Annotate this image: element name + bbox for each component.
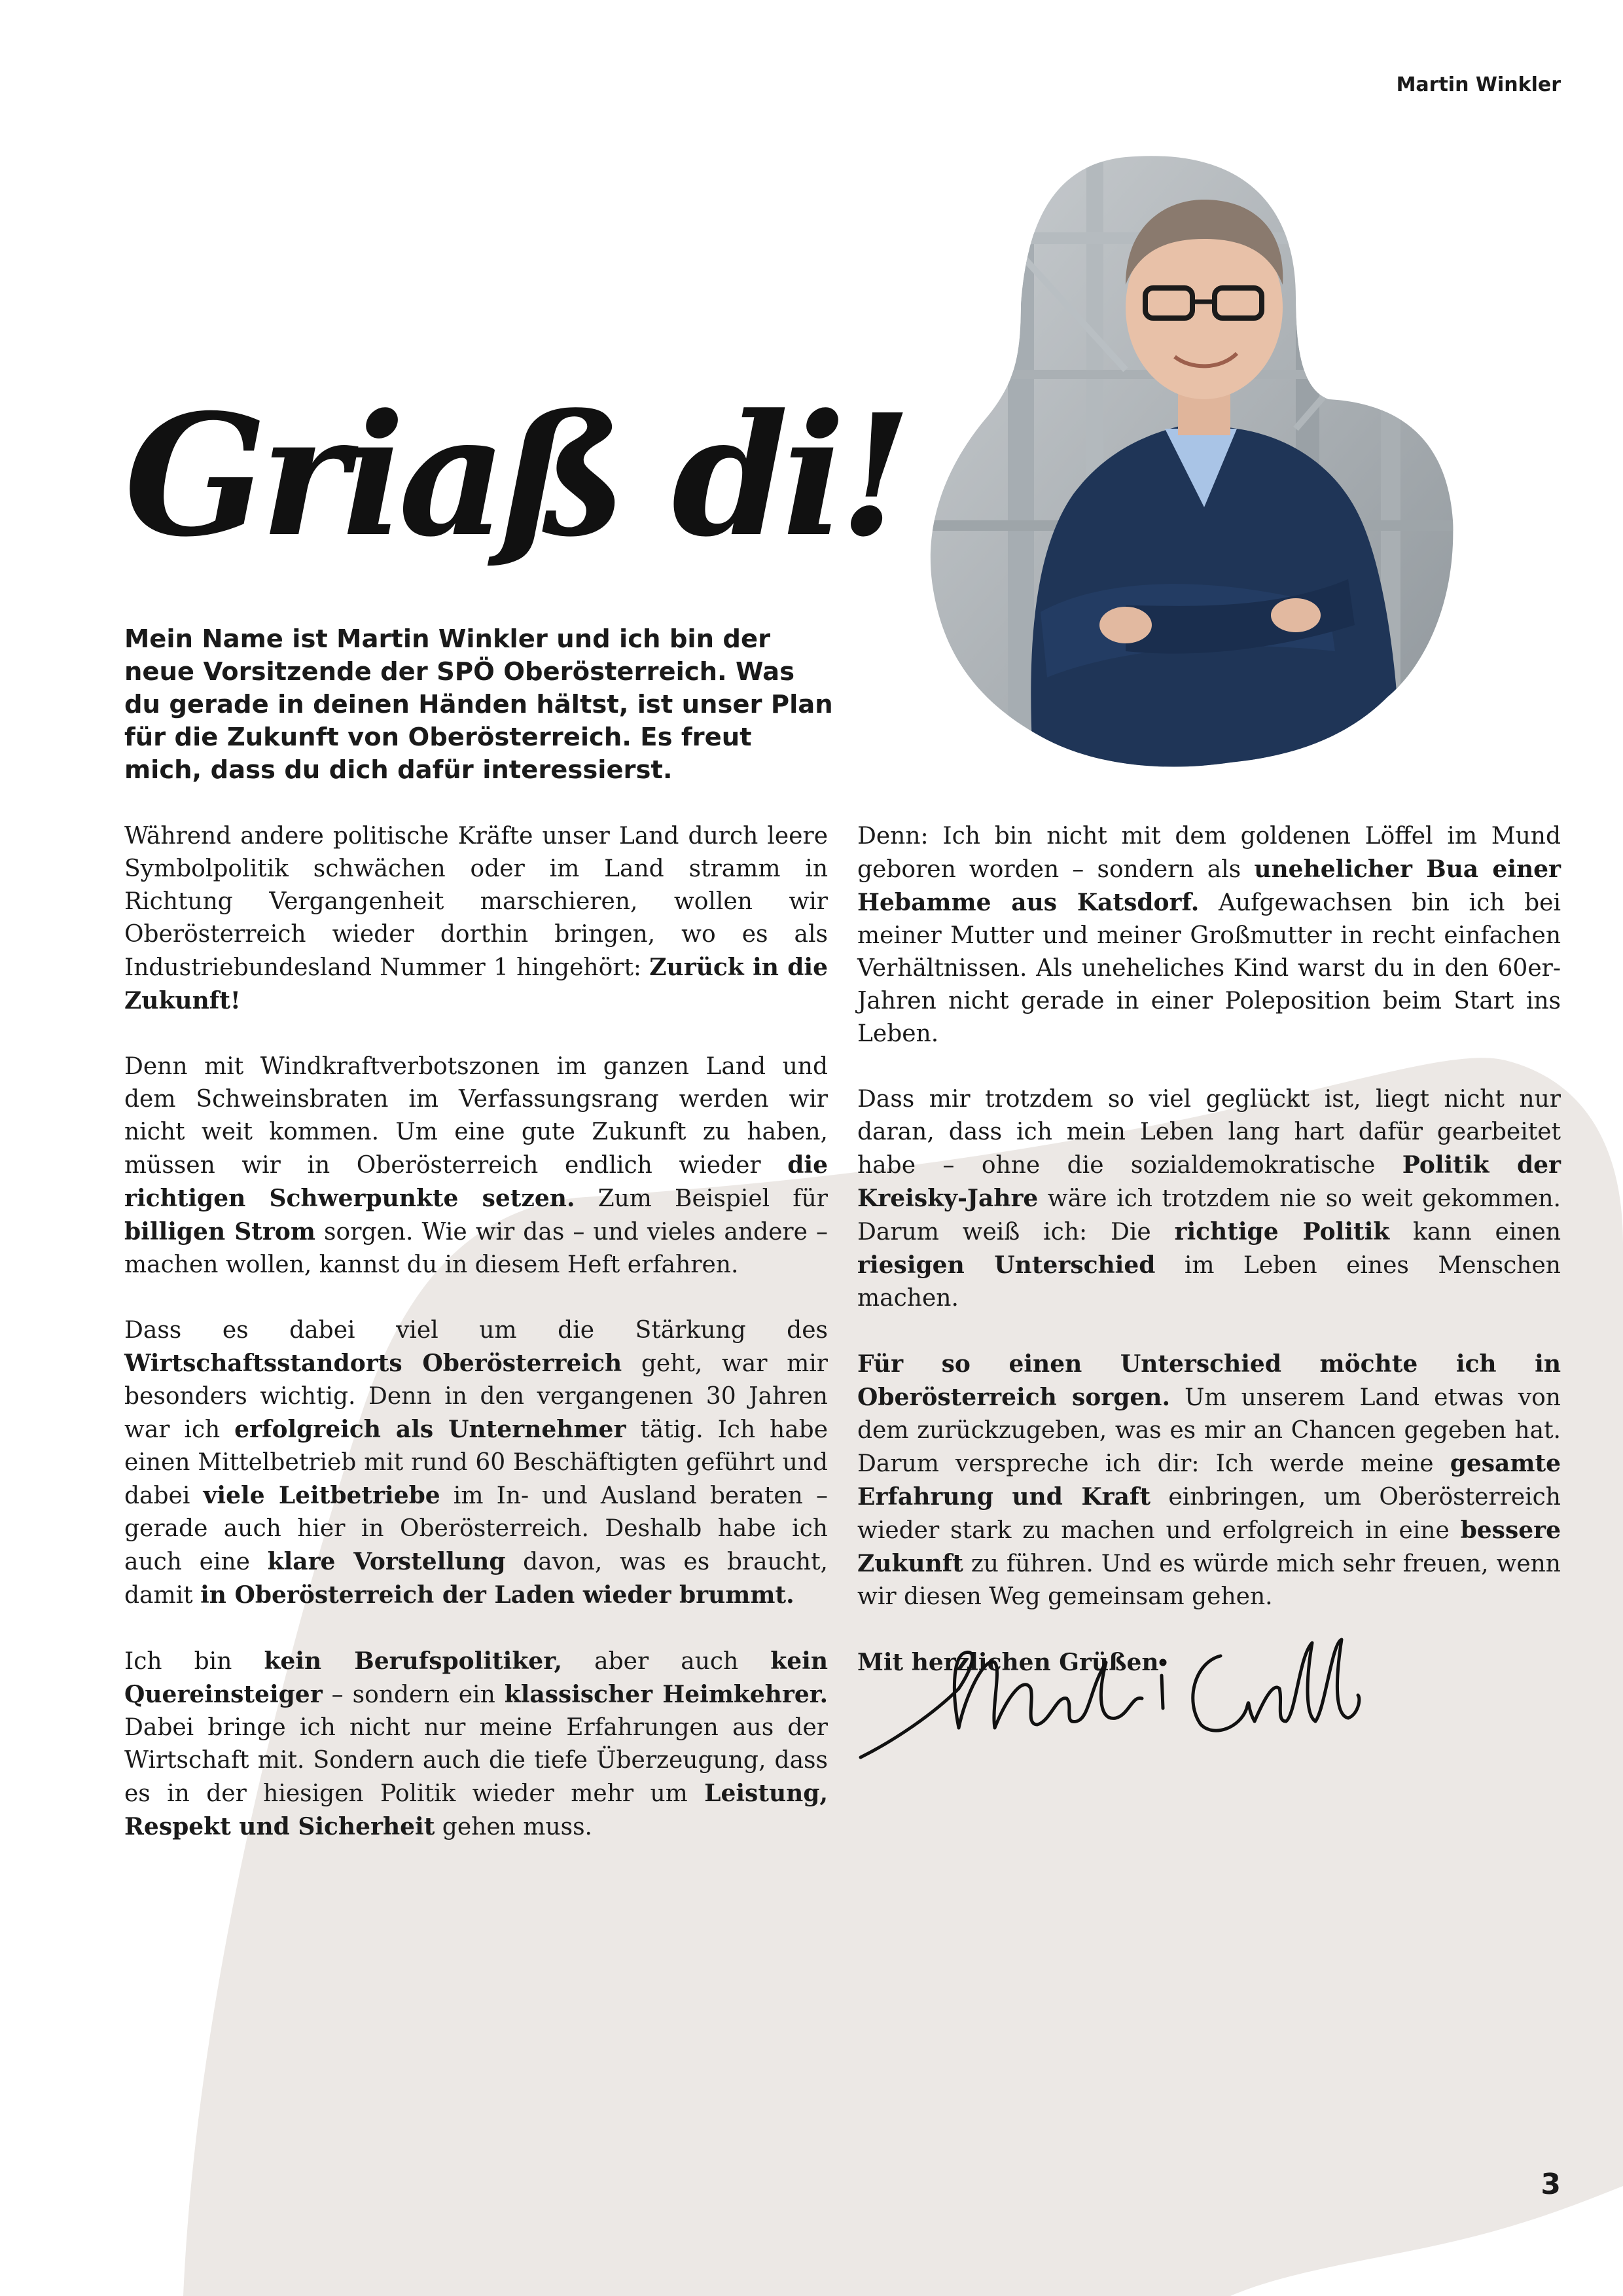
left-p3-run-5: tätig. Ich habe einen Mittelbetrieb mit rund 60 Beschäftigten geführt und dabei (124, 1416, 829, 1509)
left-p4-run-3: aber auch (562, 1648, 771, 1675)
right-p3-run-2: Um unserem Land etwas von dem zurückzugeben, was es mir an Chancen gegeben hat. Darum verspreche ich dir: Ich werde meine (857, 1384, 1561, 1477)
right-p3-run-6: zu führen. Und es würde mich sehr freuen, wenn wir diesen Weg gemeinsam gehen. (857, 1551, 1561, 1610)
right-paragraph-1 (857, 820, 1561, 1050)
page-title: Griaß di! (124, 378, 906, 574)
left-p4-run-2: kein Berufspolitiker, (264, 1647, 563, 1675)
right-p2-run-1: Dass mir trotzdem so viel geglückt ist, liegt nicht nur daran, dass ich mein Leben lang hart dafür gearbeitet habe – ohne die sozialdemokratische (857, 1086, 1561, 1179)
left-p4-run-1: Ich bin (124, 1648, 264, 1675)
intro-paragraph: Mein Name ist Martin Winkler und ich bin der neue Vorsitzende der SPÖ Oberösterreich. Was du gerade in deinen Händen hältst, ist unser Plan für die Zukunft von Oberösterreich. Es freut mich, dass du dich dafür interessierst. (124, 624, 833, 785)
signature-image (854, 1617, 1364, 1767)
left-p4-run-9: gehen muss. (435, 1814, 592, 1840)
left-p3-run-2: Wirtschaftsstandorts Oberösterreich (124, 1350, 622, 1377)
body-column-right (857, 820, 1561, 1712)
right-p2-run-2: Politik der Kreisky-Jahre (857, 1151, 1561, 1212)
left-p3-run-8: klare Vorstellung (267, 1548, 506, 1575)
right-p3-run-5: bessere Zukunft (857, 1516, 1561, 1577)
left-p3-run-7: im In- und Ausland beraten – gerade auch hier in Oberösterreich. Deshalb habe ich auch eine (124, 1482, 828, 1575)
left-paragraph-2 (124, 1050, 828, 1282)
right-p2-run-7: im Leben eines Menschen machen. (857, 1252, 1561, 1312)
left-p3-run-3: geht, war mir besonders wichtig. Denn in den vergangenen 30 Jahren war ich (124, 1350, 828, 1443)
left-p3-run-4: erfolgreich als Unternehmer (234, 1416, 626, 1443)
left-paragraph-3 (124, 1314, 828, 1612)
left-p1-run-2: Zurück in die Zukunft! (124, 954, 828, 1014)
left-p4-run-6: klassischer Heimkehrer. (504, 1681, 828, 1708)
right-p3-run-3: gesamte Erfahrung und Kraft (857, 1450, 1561, 1511)
left-p2-run-4: billigen Strom (124, 1218, 315, 1246)
left-p4-run-8: Leistung, Respekt und Sicherheit (124, 1780, 828, 1840)
left-p2-run-1: Denn mit Windkraftverbotszonen im ganzen Land und dem Schweinsbraten im Verfassungsrang werden wir nicht weit kommen. Um eine gute Zukunft zu haben, müssen wir in Oberösterreich endlich wieder (124, 1053, 828, 1179)
right-p1-run-3: Aufgewachsen bin ich bei meiner Mutter und meiner Großmutter in recht einfachen Verhältnissen. Als uneheliches Kind warst du in den 60er-Jahren nicht gerade in einer Poleposition beim Start ins Leben. (857, 889, 1561, 1047)
right-p2-run-3: wäre ich trotzdem nie so weit gekommen. Darum weiß ich: Die (857, 1185, 1561, 1246)
right-p2-run-4: richtige Politik (1174, 1218, 1390, 1246)
portrait-photo (929, 154, 1466, 782)
left-p1-run-1: Während andere politische Kräfte unser Land durch leere Symbolpolitik schwächen oder im Land stramm in Richtung Vergangenheit marschieren, wollen wir Oberösterreich wieder dorthin bringen, wo es als Industriebundesland Nummer 1 hingehört: (124, 823, 828, 981)
left-p4-run-4: kein Quereinsteiger (124, 1647, 828, 1708)
right-p1-run-1: Denn: Ich bin nicht mit dem goldenen Löffel im Mund geboren worden – sondern als (857, 823, 1561, 883)
left-p4-run-5: – sondern ein (322, 1681, 505, 1708)
right-p2-run-5: kann einen (1389, 1219, 1561, 1246)
right-p2-run-6: riesigen Unterschied (857, 1251, 1156, 1279)
left-paragraph-4 (124, 1645, 828, 1844)
body-column-left (124, 820, 828, 1876)
right-paragraph-3 (857, 1348, 1561, 1613)
left-p4-run-7: Dabei bringe ich nicht nur meine Erfahrungen aus der Wirtschaft mit. Sondern auch die tiefe Überzeugung, dass es in der hiesigen Politik wieder mehr um (124, 1714, 828, 1807)
closing-greeting: Mit herzlichen Grüßen (857, 1649, 1159, 1676)
left-p2-run-2: die richtigen Schwerpunkte setzen. (124, 1151, 828, 1212)
left-p2-run-5: sorgen. Wie wir das – und vieles andere – machen wollen, kannst du in diesem Heft erfahren. (124, 1219, 828, 1278)
left-p3-run-1: Dass es dabei viel um die Stärkung des (124, 1317, 828, 1344)
left-p3-run-6: viele Leitbetriebe (203, 1482, 440, 1509)
header-author-name: Martin Winkler (1396, 73, 1561, 96)
page-number: 3 (1541, 2168, 1561, 2201)
left-p3-run-9: davon, was es braucht, damit (124, 1549, 828, 1609)
left-paragraph-1 (124, 820, 828, 1018)
right-p3-run-4: einbringen, um Oberösterreich wieder stark zu machen und erfolgreich in eine (857, 1484, 1561, 1544)
left-p3-run-10: in Oberösterreich der Laden wieder brummt. (200, 1581, 794, 1609)
right-paragraph-2 (857, 1083, 1561, 1315)
right-p1-run-2: unehelicher Bua einer Hebamme aus Katsdorf. (857, 855, 1561, 916)
right-p3-run-1: Für so einen Unterschied möchte ich in Oberösterreich sorgen. (857, 1350, 1561, 1411)
left-p2-run-3: Zum Beispiel für (575, 1185, 828, 1212)
